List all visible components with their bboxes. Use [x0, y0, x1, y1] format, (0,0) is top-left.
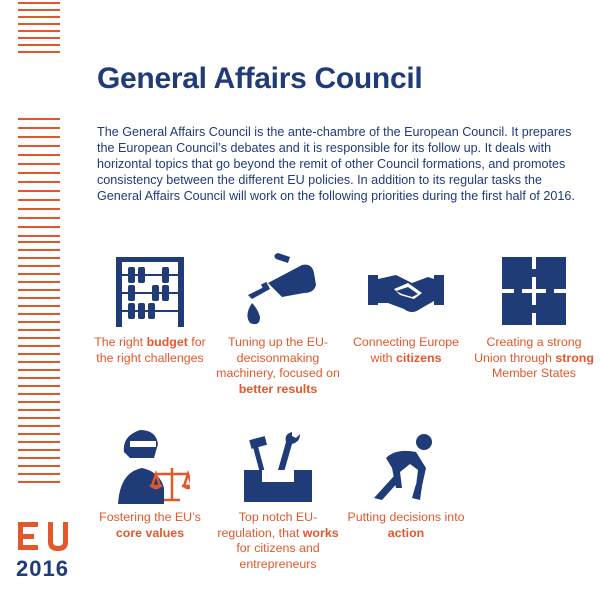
- runner-start-icon: [366, 428, 446, 504]
- priority-regulation: [213, 428, 343, 572]
- page-title: General Affairs Council: [97, 62, 423, 95]
- eu-year: 2016: [16, 556, 69, 581]
- caption-text: Member States: [491, 366, 576, 380]
- priority-caption: [341, 510, 471, 541]
- oil-can-icon: [238, 253, 318, 329]
- priority-strong-union: [469, 253, 599, 382]
- caption-emphasis: budget: [146, 335, 188, 349]
- intro-paragraph: The General Affairs Council is the ante-chambre of the European Council. It prepares the European Council’s debates and it is responsible for its follow up. It deals with horizontal topics that go beyond the remit of other Council formations, and promotes consistency between the different EU policies. In addition to its regular tasks the General Affairs Council will work on the following priorities during the first half of 2016.: [97, 125, 575, 203]
- decorative-stripes-bottom: [18, 241, 60, 489]
- priority-caption: [213, 510, 343, 572]
- caption-emphasis: action: [387, 525, 425, 540]
- abacus-icon: [110, 253, 190, 329]
- eu-mark: [16, 518, 76, 554]
- priority-caption: [85, 510, 215, 541]
- priority-citizens: [341, 253, 471, 366]
- priority-decision-making: [213, 253, 343, 397]
- puzzle-icon: [494, 253, 574, 329]
- toolbox-icon: [238, 428, 318, 504]
- decorative-stripes-middle: [18, 118, 60, 244]
- caption-text: Tuning up the EU-decisonmaking machinery, focused on: [216, 335, 340, 380]
- caption-emphasis: strong: [555, 350, 594, 365]
- caption-text: Top notch EU-regulation, that: [217, 510, 318, 540]
- caption-text: for citizens and entrepreneurs: [236, 541, 320, 571]
- priority-caption: [341, 335, 471, 366]
- priority-budget: [85, 253, 215, 366]
- caption-text: Putting decisions into: [347, 510, 465, 524]
- priority-action: [341, 428, 471, 541]
- priority-core-values: [85, 428, 215, 541]
- justice-icon: [110, 428, 190, 504]
- caption-text: Fostering the EU’s: [99, 510, 201, 524]
- caption-text: for the right challenges: [96, 335, 206, 365]
- eu2016-logo: [16, 518, 78, 582]
- decorative-stripes-top: [18, 2, 60, 58]
- caption-emphasis: works: [302, 525, 339, 540]
- caption-emphasis: core values: [115, 525, 185, 540]
- caption-text: The right: [94, 335, 147, 349]
- priority-caption: [469, 335, 599, 382]
- handshake-icon: [366, 253, 446, 329]
- caption-emphasis: citizens: [396, 350, 442, 365]
- priority-caption: [213, 335, 343, 397]
- caption-emphasis: better results: [238, 381, 318, 396]
- caption-text: Creating a strong Union through: [474, 335, 582, 365]
- priority-caption: [85, 335, 215, 366]
- caption-text: Connecting Europe with: [352, 335, 460, 365]
